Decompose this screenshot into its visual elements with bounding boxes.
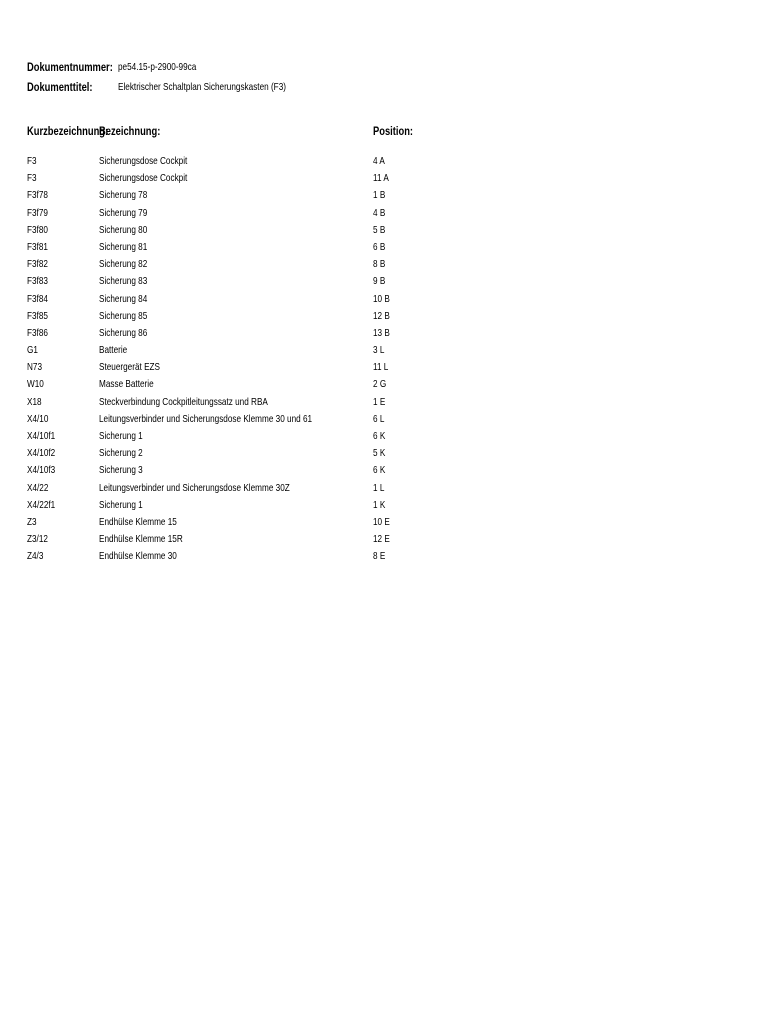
row-designation: Sicherung 78: [99, 189, 148, 202]
table-row: [27, 499, 747, 516]
row-short-name: X4/22: [27, 481, 49, 494]
row-position: 10 B: [373, 292, 390, 305]
row-short-name: F3: [27, 155, 37, 167]
row-designation: Sicherung 85: [99, 309, 148, 322]
row-designation: Batterie: [99, 344, 128, 357]
row-position: 1 B: [373, 189, 386, 202]
table-row: [27, 293, 747, 310]
row-short-name: F3f79: [27, 206, 48, 219]
document-title-row: [27, 77, 333, 97]
row-short-name: X4/10f1: [27, 430, 56, 442]
row-designation: Masse Batterie: [99, 378, 154, 391]
row-designation: Sicherung 3: [99, 464, 143, 477]
row-position: 4 B: [373, 206, 386, 219]
row-designation: Sicherungsdose Cockpit: [99, 172, 188, 185]
row-designation: Sicherung 2: [99, 447, 143, 460]
header-short-name: Kurzbezeichnung:: [27, 124, 109, 138]
row-short-name: F3f78: [27, 189, 48, 202]
row-position: 8 B: [373, 258, 386, 271]
row-position: 6 K: [373, 430, 386, 442]
table-row: [27, 464, 747, 481]
row-designation: Sicherung 79: [99, 206, 148, 219]
row-short-name: N73: [27, 361, 43, 374]
row-position: 6 B: [373, 240, 386, 253]
row-position: 11 L: [373, 361, 389, 374]
table-row: [27, 172, 747, 189]
header-designation: Bezeichnung:: [99, 124, 161, 138]
row-designation: Endhülse Klemme 15: [99, 515, 177, 528]
table-row: [27, 378, 747, 395]
row-position: 6 L: [373, 412, 385, 425]
row-short-name: X4/22f1: [27, 498, 56, 511]
row-short-name: F3f80: [27, 223, 48, 236]
row-position: 1 L: [373, 481, 385, 494]
header-position: Position:: [373, 124, 414, 138]
row-designation: Sicherung 81: [99, 240, 148, 253]
row-designation: Sicherung 1: [99, 430, 143, 442]
row-designation: Sicherung 82: [99, 258, 148, 271]
table-row: [27, 224, 747, 241]
row-short-name: G1: [27, 344, 38, 357]
table-row: [27, 533, 747, 550]
table-row: [27, 189, 747, 206]
table-row: [27, 430, 747, 447]
table-row: [27, 550, 747, 567]
row-position: 12 B: [373, 309, 390, 322]
table-row: [27, 207, 747, 224]
component-table: [27, 155, 747, 568]
row-short-name: X4/10: [27, 412, 49, 425]
row-short-name: F3f84: [27, 292, 48, 305]
row-designation: Endhülse Klemme 30: [99, 550, 177, 563]
row-designation: Sicherung 83: [99, 275, 148, 288]
table-row: [27, 361, 747, 378]
row-short-name: F3f81: [27, 240, 48, 253]
row-designation: Sicherungsdose Cockpit: [99, 155, 188, 167]
row-short-name: W10: [27, 378, 44, 391]
table-row: [27, 447, 747, 464]
row-short-name: F3f86: [27, 326, 48, 339]
row-position: 1 E: [373, 395, 386, 408]
row-position: 9 B: [373, 275, 386, 288]
row-position: 12 E: [373, 533, 390, 546]
table-row: [27, 275, 747, 292]
document-title-value: Elektrischer Schaltplan Sicherungskasten (F3): [118, 81, 286, 93]
table-row: [27, 258, 747, 275]
row-position: 6 K: [373, 464, 386, 477]
row-position: 11 A: [373, 172, 389, 185]
row-position: 8 E: [373, 550, 386, 563]
document-title-label: Dokumenttitel:: [27, 80, 93, 94]
row-designation: Leitungsverbinder und Sicherungsdose Klemme 30Z: [99, 481, 290, 494]
table-row: [27, 396, 747, 413]
row-short-name: Z3/12: [27, 533, 48, 546]
row-short-name: F3f82: [27, 258, 48, 271]
document-meta: [27, 57, 333, 97]
row-short-name: F3f83: [27, 275, 48, 288]
row-short-name: X18: [27, 395, 42, 408]
table-header: [27, 124, 747, 140]
row-short-name: Z4/3: [27, 550, 44, 563]
row-designation: Leitungsverbinder und Sicherungsdose Klemme 30 und 61: [99, 412, 313, 425]
document-number-value: pe54.15-p-2900-99ca: [118, 61, 197, 73]
row-designation: Sicherung 84: [99, 292, 148, 305]
row-short-name: Z3: [27, 515, 37, 528]
row-designation: Endhülse Klemme 15R: [99, 533, 183, 546]
row-position: 5 K: [373, 447, 386, 460]
row-designation: Sicherung 86: [99, 326, 148, 339]
table-row: [27, 310, 747, 327]
table-row: [27, 413, 747, 430]
row-position: 10 E: [373, 515, 390, 528]
row-short-name: F3f85: [27, 309, 48, 322]
row-short-name: X4/10f2: [27, 447, 56, 460]
table-row: [27, 344, 747, 361]
row-position: 2 G: [373, 378, 387, 391]
row-designation: Steckverbindung Cockpitleitungssatz und RBA: [99, 395, 268, 408]
row-position: 3 L: [373, 344, 385, 357]
document-number-label: Dokumentnummer:: [27, 60, 113, 74]
row-position: 13 B: [373, 326, 390, 339]
table-row: [27, 516, 747, 533]
row-position: 4 A: [373, 155, 385, 167]
row-position: 5 B: [373, 223, 386, 236]
document-number-row: [27, 57, 333, 77]
table-row: [27, 241, 747, 258]
row-designation: Sicherung 1: [99, 498, 143, 511]
row-position: 1 K: [373, 498, 386, 511]
table-row: [27, 327, 747, 344]
row-designation: Sicherung 80: [99, 223, 148, 236]
row-designation: Steuergerät EZS: [99, 361, 161, 374]
row-short-name: F3: [27, 172, 37, 185]
table-row: [27, 155, 747, 172]
row-short-name: X4/10f3: [27, 464, 56, 477]
table-row: [27, 482, 747, 499]
